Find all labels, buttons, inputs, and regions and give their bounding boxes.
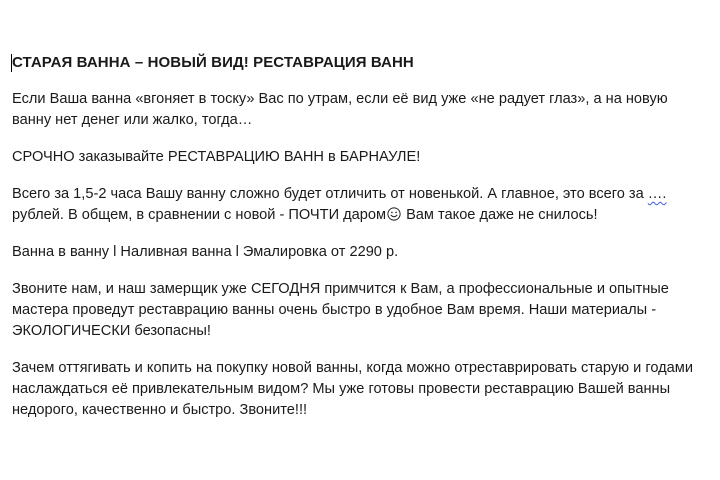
price-text-before: Всего за 1,5-2 часа Вашу ванну сложно будет отличить от новенькой. А главное, это всего за: [12, 186, 648, 202]
paragraph-closing: Зачем оттягивать и копить на покупку новой ванны, когда можно отреставрировать старую и годами наслаждаться её привлекательным видом? Мы уже готовы провести реставрацию Вашей ванны недорого, качественно и быстро. Звоните!!!: [12, 360, 693, 418]
document-title: СТАРАЯ ВАННА – НОВЫЙ ВИД! РЕСТАВРАЦИЯ ВАНН: [12, 54, 414, 71]
paragraph-price: [12, 184, 700, 226]
smiley-face-icon: [387, 207, 401, 221]
text-cursor: [11, 54, 12, 72]
price-text-middle: рублей. В общем, в сравнении с новой - ПОЧТИ даром: [12, 207, 387, 223]
price-text-after: Вам такое даже не снилось!: [402, 207, 598, 223]
paragraph-contact: Звоните нам, и наш замерщик уже СЕГОДНЯ примчится к Вам, а профессиональные и опытные мастера проведут реставрацию ванны очень быстро в удобное Вам время. Наши материалы - ЭКОЛОГИЧЕСКИ безопасны!: [12, 281, 669, 339]
price-placeholder: ….: [647, 186, 667, 202]
paragraph-call-to-order: СРОЧНО заказывайте РЕСТАВРАЦИЮ ВАНН в БАРНАУЛЕ!: [12, 149, 421, 165]
paragraph-services: Ванна в ванну l Наливная ванна l Эмалировка от 2290 р.: [12, 244, 399, 260]
paragraph-intro: Если Ваша ванна «вгоняет в тоску» Вас по утрам, если её вид уже «не радует глаз», а на новую ванну нет денег или жалко, тогда…: [12, 91, 668, 128]
